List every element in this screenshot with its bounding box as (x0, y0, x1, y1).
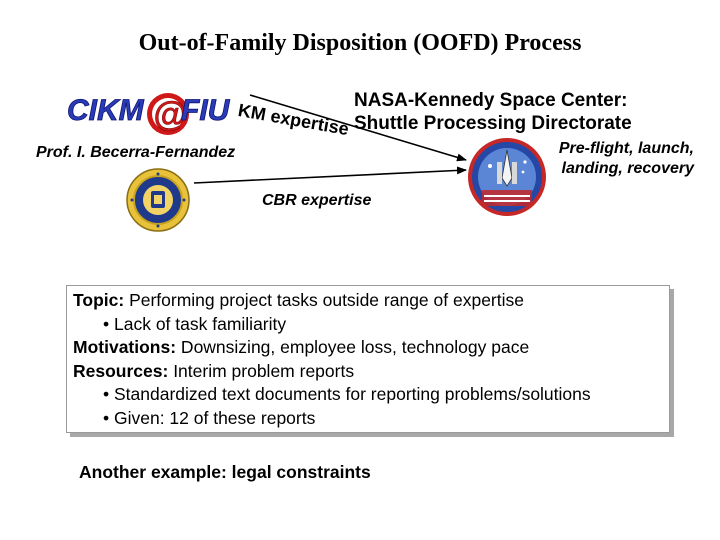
nasa-center-label: NASA-Kennedy Space Center: (354, 90, 628, 111)
resources-text: Interim problem reports (168, 360, 355, 381)
preflight-label-line2: landing, recovery (561, 160, 694, 177)
slide-title: Out-of-Family Disposition (OOFD) Process (138, 30, 582, 56)
another-example-text: Another example: legal constraints (79, 462, 371, 482)
svg-text:FIU: FIU (181, 94, 230, 127)
resources-bullet-1: • Standardized text documents for reporting problems/solutions (103, 384, 591, 404)
resources-label: Resources: (73, 360, 169, 381)
topic-label: Topic: (73, 290, 125, 310)
shuttle-directorate-label: Shuttle Processing Directorate (354, 113, 632, 134)
motivations-label: Motivations: (73, 337, 177, 357)
motivations-text: Downsizing, employee loss, technology pace (176, 337, 530, 357)
svg-text:CIKM: CIKM (67, 94, 144, 127)
topic-text: Performing project tasks outside range of expertise (124, 290, 524, 310)
svg-text:@: @ (153, 96, 187, 134)
topic-line (73, 289, 669, 313)
motivations-line (73, 336, 669, 360)
resources-line (73, 360, 669, 384)
km-expertise-label: KM expertise (236, 100, 351, 140)
info-box (66, 285, 670, 433)
topic-bullet: • Lack of task familiarity (103, 313, 287, 334)
resources-bullet-2: • Given: 12 of these reports (103, 407, 316, 428)
cbr-expertise-arrow (194, 170, 466, 183)
professor-label: Prof. I. Becerra-Fernandez (36, 144, 236, 161)
cbr-expertise-label: CBR expertise (262, 192, 372, 209)
preflight-label-line1: Pre-flight, launch, (558, 140, 694, 157)
